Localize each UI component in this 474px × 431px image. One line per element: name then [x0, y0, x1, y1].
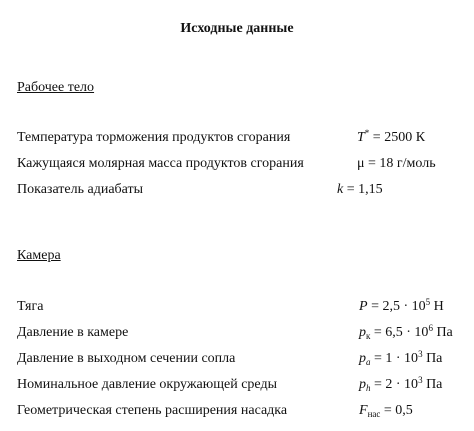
param-exponent: 3: [418, 349, 423, 359]
param-value: [359, 325, 453, 341]
param-symbol: T: [357, 130, 365, 145]
param-symbol: p: [359, 325, 366, 340]
param-value: [357, 130, 425, 146]
param-subscript: нас: [367, 409, 381, 419]
param-equation: = 0,5: [380, 403, 413, 418]
param-row-thrust: [17, 299, 457, 319]
param-label: Геометрическая степень расширения насадка: [17, 403, 288, 418]
document-title: Исходные данные: [180, 21, 294, 36]
param-row-adiabatic-index: [17, 182, 457, 202]
param-symbol: k: [337, 182, 344, 197]
param-superscript: *: [364, 128, 370, 138]
param-value: [337, 182, 383, 198]
param-unit: Н: [430, 299, 444, 314]
param-equation: = 2 · 10: [370, 377, 419, 392]
param-label: Тяга: [17, 299, 44, 314]
param-symbol: p: [359, 377, 366, 392]
param-symbol: p: [359, 351, 366, 366]
param-subscript: h: [366, 383, 371, 393]
param-equation: = 6,5 · 10: [370, 325, 429, 340]
param-label: Кажущаяся молярная масса продуктов сгорания: [17, 156, 304, 171]
param-label: Номинальное давление окружающей среды: [17, 377, 277, 392]
param-label: Показатель адиабаты: [17, 182, 144, 197]
param-row-stagnation-temperature: [17, 130, 457, 150]
param-equation: = 2,5 · 10: [367, 299, 426, 314]
param-equation: = 1 · 10: [370, 351, 419, 366]
section-heading-working-body: Рабочее тело: [17, 80, 95, 95]
param-exponent: 6: [428, 323, 433, 333]
param-equation: = 2500 К: [369, 130, 426, 145]
param-label: Температура торможения продуктов сгорания: [17, 130, 291, 145]
param-row-exit-pressure: [17, 351, 457, 371]
param-exponent: 3: [418, 375, 423, 385]
param-equation: = 18 г/моль: [364, 156, 436, 171]
param-equation: = 1,15: [343, 182, 383, 197]
param-symbol: F: [359, 403, 368, 418]
param-label: Давление в выходном сечении сопла: [17, 351, 236, 366]
param-row-nozzle-expansion-ratio: [17, 403, 457, 423]
section-heading-chamber: Камера: [17, 248, 61, 263]
param-unit: Па: [432, 325, 453, 340]
param-symbol: P: [359, 299, 368, 314]
param-row-chamber-pressure: [17, 325, 457, 345]
param-label: Давление в камере: [17, 325, 129, 340]
param-symbol: μ: [357, 156, 365, 171]
param-row-ambient-pressure: [17, 377, 457, 397]
param-exponent: 5: [425, 297, 431, 307]
param-unit: Па: [422, 351, 443, 366]
param-row-molar-mass: [17, 156, 457, 176]
param-value: [359, 403, 413, 419]
param-subscript: к: [366, 331, 371, 341]
param-value: [359, 351, 442, 367]
param-value: [359, 299, 444, 315]
param-value: [357, 156, 436, 172]
param-unit: Па: [422, 377, 443, 392]
param-subscript: a: [366, 357, 371, 367]
param-value: [359, 377, 442, 393]
